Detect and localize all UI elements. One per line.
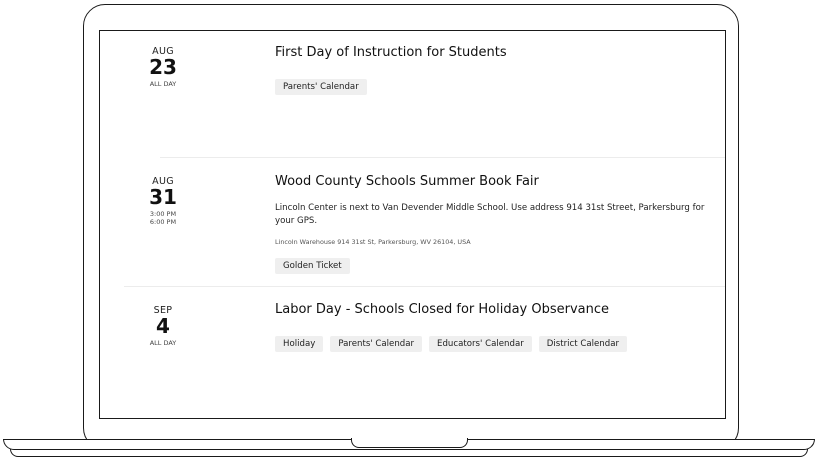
event-date [123, 305, 203, 347]
laptop-notch [351, 438, 468, 448]
event-time: ALL DAY [149, 80, 177, 88]
event-title[interactable]: First Day of Instruction for Students [275, 45, 507, 60]
event-tags [275, 336, 720, 352]
tag-educators-calendar[interactable]: Educators' Calendar [429, 336, 532, 352]
laptop-base-bottom [10, 449, 808, 457]
event-description: Lincoln Center is next to Van Devender Middle School. Use address 914 31st Street, Parkersburg for your GPS. [275, 203, 705, 226]
event-divider [160, 157, 725, 158]
tag-parents-calendar[interactable]: Parents' Calendar [275, 79, 367, 95]
event-title[interactable]: Labor Day - Schools Closed for Holiday Observance [275, 302, 610, 317]
tag-holiday[interactable]: Holiday [275, 336, 323, 352]
event-start-time: 3:00 PM [149, 210, 177, 218]
tag-district-calendar[interactable]: District Calendar [539, 336, 627, 352]
event-month: SEP [153, 305, 173, 316]
laptop-screen [99, 30, 726, 419]
event-end-time: 6:00 PM [149, 218, 177, 226]
event-title[interactable]: Wood County Schools Summer Book Fair [275, 174, 539, 189]
event-month: AUG [152, 176, 174, 187]
event-date [123, 176, 203, 226]
event-month: AUG [152, 46, 174, 57]
event-day: 4 [156, 314, 170, 338]
event-day: 31 [149, 185, 177, 209]
tag-golden-ticket[interactable]: Golden Ticket [275, 258, 350, 274]
event-date [123, 46, 203, 88]
event-details [275, 302, 720, 352]
event-divider [124, 286, 725, 287]
tag-parents-calendar[interactable]: Parents' Calendar [330, 336, 422, 352]
event-details [275, 45, 720, 95]
event-day: 23 [149, 55, 177, 79]
event-tags [275, 79, 720, 95]
event-details [275, 174, 720, 274]
event-location: Lincoln Warehouse 914 31st St, Parkersburg, WV 26104, USA [275, 238, 471, 246]
event-time: ALL DAY [149, 339, 177, 347]
event-tags [275, 258, 720, 274]
